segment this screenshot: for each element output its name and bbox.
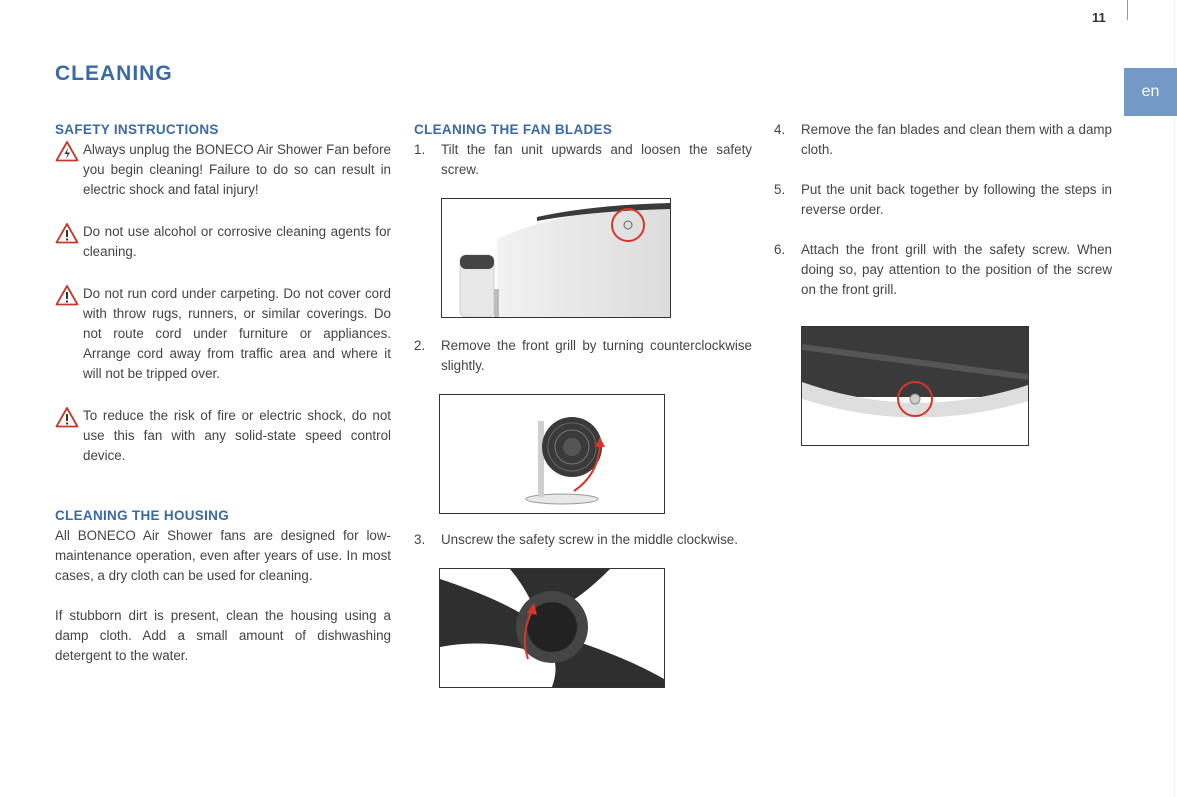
- step-number: 6.: [774, 242, 786, 257]
- housing-heading: CLEANING THE HOUSING: [55, 508, 230, 523]
- step-text: Attach the front grill with the safety screw. When doing so, pay attention to the position of the screw on the front grill.: [801, 242, 1112, 297]
- figure-remove-grill: [439, 394, 665, 514]
- step-6: [774, 240, 1112, 300]
- safety-heading: SAFETY INSTRUCTIONS: [55, 122, 219, 137]
- language-tab: en: [1124, 68, 1177, 116]
- caution-icon: [55, 222, 79, 244]
- step-text: Remove the front grill by turning counterclockwise slightly.: [441, 338, 752, 373]
- warning-cleaning-agents: [55, 222, 391, 262]
- warning-text: Always unplug the BONECO Air Shower Fan before you begin cleaning! Failure to do so can result in electric shock and fatal injury!: [83, 142, 391, 197]
- step-text: Remove the fan blades and clean them with a damp cloth.: [801, 122, 1112, 157]
- step-number: 2.: [414, 338, 426, 353]
- housing-paragraph: If stubborn dirt is present, clean the housing using a damp cloth. Add a small amount of dishwashing detergent to the water.: [55, 608, 391, 663]
- column-middle: [414, 120, 752, 688]
- step-text: Unscrew the safety screw in the middle clockwise.: [441, 532, 738, 547]
- column-right: [774, 120, 1112, 446]
- page-title: CLEANING: [55, 62, 173, 85]
- warning-text: To reduce the risk of fire or electric shock, do not use this fan with any solid-state speed control device.: [83, 408, 391, 463]
- step-text: Tilt the fan unit upwards and loosen the safety screw.: [441, 142, 752, 177]
- step-2: [414, 336, 752, 376]
- fan-tilted-illustration: [442, 199, 670, 317]
- step-number: 1.: [414, 142, 426, 157]
- housing-paragraph: All BONECO Air Shower fans are designed for low-maintenance operation, even after years of use. In most cases, a dry cloth can be used for cleaning.: [55, 528, 391, 583]
- page-number: 11: [1092, 10, 1106, 25]
- warning-text: Do not use alcohol or corrosive cleaning agents for cleaning.: [83, 224, 391, 259]
- fan-blades-heading: CLEANING THE FAN BLADES: [414, 122, 613, 137]
- figure-attach-grill: [801, 326, 1029, 446]
- top-rule: [1127, 0, 1128, 20]
- step-text: Put the unit back together by following the steps in reverse order.: [801, 182, 1112, 217]
- warning-fire: [55, 406, 391, 466]
- step-1: [414, 140, 752, 180]
- step-number: 5.: [774, 182, 786, 197]
- step-4: [774, 120, 1112, 160]
- figure-tilt-fan: [441, 198, 671, 318]
- column-left: [55, 120, 391, 666]
- step-3: [414, 530, 752, 550]
- grill-screw-illustration: [802, 327, 1028, 445]
- caution-icon: [55, 284, 79, 306]
- warning-cord: [55, 284, 391, 384]
- fan-blades-illustration: [440, 569, 664, 687]
- electric-warning-icon: [55, 140, 79, 162]
- fan-front-grill-illustration: [440, 395, 664, 513]
- figure-unscrew: [439, 568, 665, 688]
- warning-electric: [55, 140, 391, 200]
- step-5: [774, 180, 1112, 220]
- right-edge-rule: [1174, 0, 1175, 797]
- caution-icon: [55, 406, 79, 428]
- step-number: 4.: [774, 122, 786, 137]
- warning-text: Do not run cord under carpeting. Do not cover cord with throw rugs, runners, or similar coverings. Do not route cord under furniture or appliances. Arrange cord away from traffic area and where it will not be tripped over.: [83, 286, 391, 381]
- step-number: 3.: [414, 532, 426, 547]
